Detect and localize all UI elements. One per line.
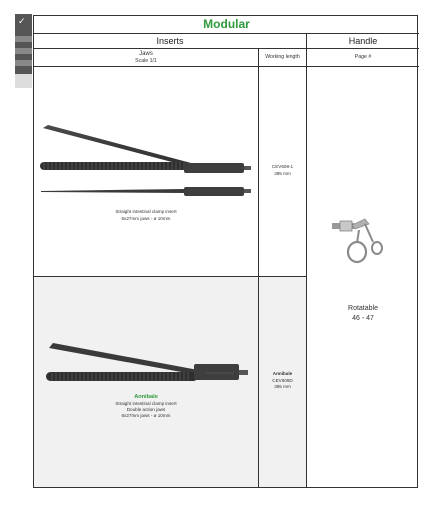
row-2-length-cell — [259, 277, 307, 487]
page-header: Page # — [307, 49, 419, 67]
row-2-jaws-cell — [34, 277, 259, 487]
row-2-label-right: Annibale — [272, 371, 293, 376]
row-2-caption-3: 6x27mm jaws - ø 10mm — [121, 413, 171, 418]
inserts-header: Inserts — [34, 34, 307, 49]
double-action-clamp-image — [34, 277, 259, 487]
row-1-ref: CEV608-1 — [271, 164, 294, 169]
row-2-caption-2: Double action jaws — [126, 407, 166, 412]
row-2-ref: CEV608D — [272, 378, 293, 383]
row-1-jaws-cell — [34, 67, 259, 277]
row-1-caption-1: Straight intestinal clamp insert — [115, 209, 177, 214]
row-2-label: Annibale — [134, 394, 158, 400]
clamp-insert-image — [34, 67, 259, 277]
row-1-caption-2: 6x27mm jaws - ø 10mm — [121, 216, 171, 221]
row-2-caption-1: Straight intestinal clamp insert — [115, 401, 177, 406]
jaws-header — [34, 49, 259, 67]
table-title: Modular — [34, 16, 419, 34]
catalog-table — [33, 15, 418, 488]
chapter-mark-icon: ✓ — [18, 17, 26, 27]
row-1-length: 395 mm — [274, 171, 291, 176]
tab-stripe — [15, 36, 32, 42]
tab-bottom — [15, 74, 32, 88]
tab-stripe — [15, 48, 32, 54]
row-2-length: 395 mm — [274, 384, 291, 389]
handle-label: Rotatable — [348, 305, 378, 312]
chapter-side-tab — [15, 14, 32, 88]
handle-header: Handle — [307, 34, 419, 49]
tab-stripe — [15, 60, 32, 66]
row-1-length-cell — [259, 67, 307, 277]
working-length-header: Working length — [259, 49, 307, 67]
scale-label: Scale 1/1 — [135, 58, 157, 64]
handle-pages: 46 - 47 — [352, 315, 374, 322]
handle-cell — [307, 67, 419, 487]
rotatable-handle-image — [307, 67, 419, 487]
jaws-label: Jaws — [139, 51, 153, 57]
